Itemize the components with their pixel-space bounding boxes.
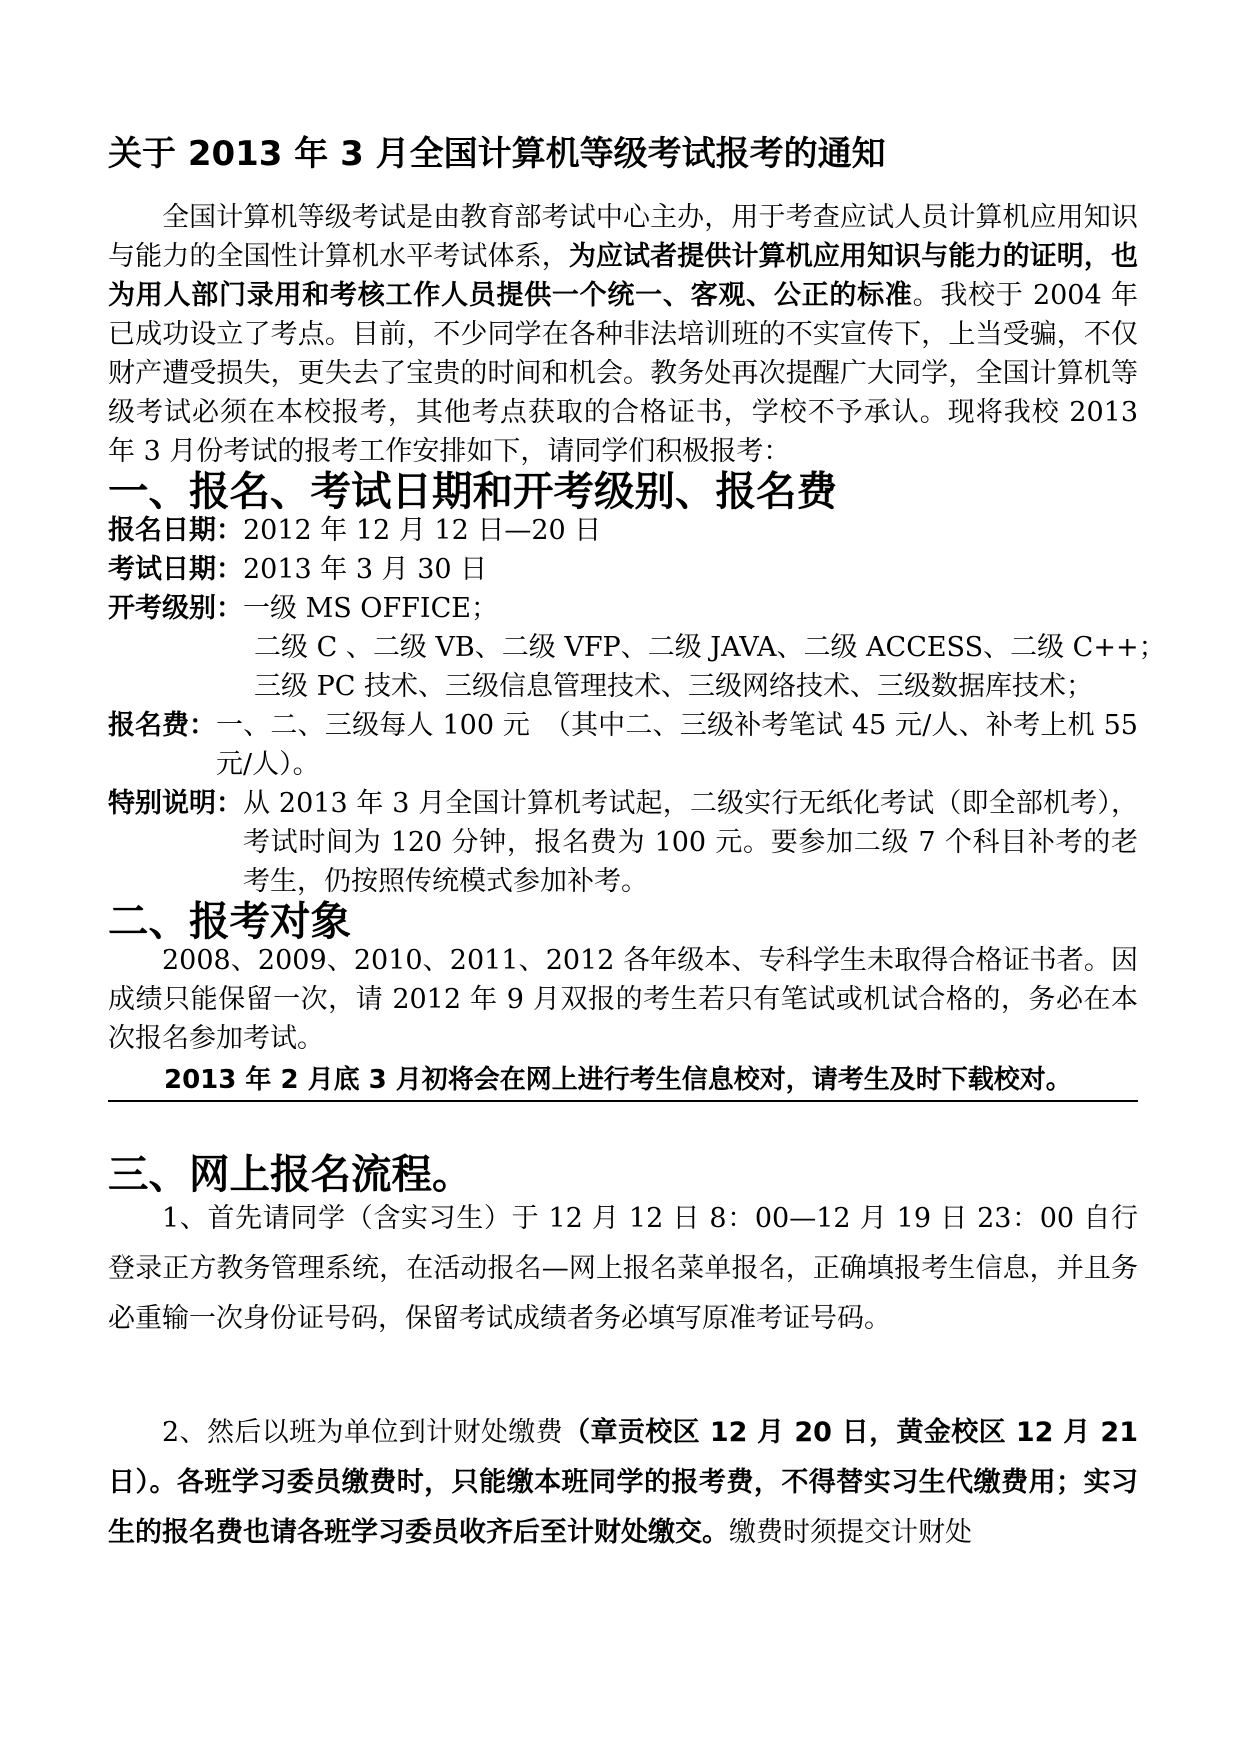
step2-text-1: 2、然后以班为单位到计财处缴费 — [162, 1417, 564, 1448]
info-check-notice: 2013 年 2 月底 3 月初将会在网上进行考生信息校对，请考生及时下载校对。 — [108, 1060, 1138, 1102]
section2-heading: 二、报考对象 — [108, 897, 351, 945]
section3-heading: 三、网上报名流程。 — [108, 1150, 473, 1198]
fee-value: 一、二、三级每人 100 元 （其中二、三级补考笔试 45 元/人、补考上机 55 元/人）。 — [216, 710, 1138, 780]
level-1: 一级 MS OFFICE； — [243, 593, 498, 624]
document-title: 关于 2013 年 3 月全国计算机等级考试报考的通知 — [108, 134, 886, 174]
intro-text-1: 全国计算机等级考试是由教育部考试中心主办，用于考查应试人员计算机应用知识与能力的全国性计算机水平考试体系， — [108, 202, 1138, 272]
special-note-label: 特别说明： — [108, 788, 243, 819]
levels-label: 开考级别： — [108, 593, 243, 624]
exam-date-value: 2013 年 3 月 30 日 — [243, 554, 488, 585]
registration-date-label: 报名日期： — [108, 515, 243, 546]
level-2: 二级 C 、二级 VB、二级 VFP、二级 JAVA、二级 ACCESS、二级 C++； — [254, 632, 1166, 663]
fee-label: 报名费： — [108, 710, 216, 741]
spacer — [108, 1102, 1138, 1154]
step2-bold-text: （章贡校区 12 月 20 日，黄金校区 12 月 21 日）。各班学习委员缴费时，只能缴本班同学的报考费，不得替实习生代缴费用；实习生的报名费也请各班学习委员收齐后至计财处缴交。 — [108, 1417, 1138, 1548]
exam-date-label: 考试日期： — [108, 554, 243, 585]
intro-bold-text: 为应试者提供计算机应用知识与能力的证明，也为用人部门录用和考核工作人员提供一个统一、客观、公正的标准 — [108, 241, 1139, 311]
exam-date-row — [108, 550, 1138, 589]
level-3: 三级 PC 技术、三级信息管理技术、三级网络技术、三级数据库技术； — [254, 671, 1093, 702]
intro-paragraph — [108, 198, 1138, 471]
special-note-value: 从 2013 年 3 月全国计算机考试起，二级实行无纸化考试（即全部机考），考试时间为 120 分钟，报名费为 100 元。要参加二级 7 个科目补考的老考生，仍按照传统模式参加补考。 — [243, 788, 1138, 897]
special-note-row — [108, 784, 1138, 901]
document-page — [108, 130, 1166, 1558]
registration-date-row — [108, 511, 1138, 550]
step1-paragraph: 1、首先请同学（含实习生）于 12 月 12 日 8：00—12 月 19 日 23：00 自行登录正方教务管理系统，在活动报名—网上报名菜单报名，正确填报考生信息，并且务必重输一次身份证号码，保留考试成绩者务必填写原准考证号码。 — [108, 1203, 1138, 1334]
spacer — [108, 1344, 1138, 1408]
levels-row — [108, 589, 1138, 628]
registration-date-value: 2012 年 12 月 12 日—20 日 — [243, 515, 602, 546]
intro-text-2: 。我校于 2004 年已成功设立了考点。目前，不少同学在各种非法培训班的不实宣传下，上当受骗，不仅财产遭受损失，更失去了宝贵的时间和机会。教务处再次提醒广大同学，全国计算机等级考试必须在本校报考，其他考点获取的合格证书，学校不予承认。现将我校 2013 年 3 月份考试的报考工作安排如下，请同学们积极报考： — [108, 280, 1138, 467]
step2-paragraph — [108, 1408, 1138, 1558]
step2-text-2: 缴费时须提交计财处 — [729, 1517, 972, 1548]
fee-row — [108, 706, 1138, 784]
section2-body: 2008、2009、2010、2011、2012 各年级本、专科学生未取得合格证书者。因成绩只能保留一次，请 2012 年 9 月双报的考生若只有笔试或机试合格的，务必在本次报名参加考试。 — [108, 945, 1138, 1054]
section1-heading: 一、报名、考试日期和开考级别、报名费 — [108, 467, 837, 515]
